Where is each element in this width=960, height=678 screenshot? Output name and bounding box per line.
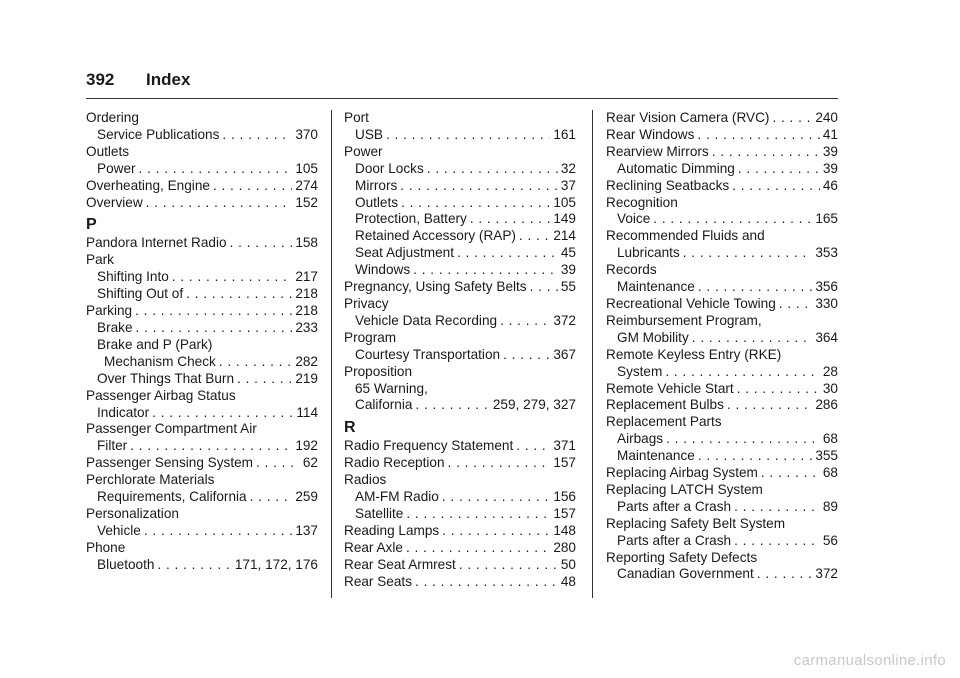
page-reference: 364 [815,329,838,345]
entry-text: Mechanism Check [104,353,216,369]
index-subentry [344,245,576,262]
entry-text: Retained Accessory (RAP) [355,228,516,244]
index-subentry [344,195,576,212]
index-subentry [86,320,318,337]
dot-leader [222,127,292,144]
page-reference: 62 [302,455,318,471]
dot-leader [734,499,820,516]
index-entry [344,330,576,347]
entry-text: Park [86,252,114,268]
dot-leader [470,211,550,228]
index-entry [606,296,838,313]
dot-leader [698,448,812,465]
dot-leader [761,465,820,482]
entry-text: Canadian Government [617,566,754,582]
dot-leader [519,228,550,245]
dot-leader [666,431,820,448]
index-subentry [606,245,838,262]
index-entry [344,540,576,557]
page-reference: 105 [295,160,318,176]
entry-text: Airbags [617,431,664,447]
page-reference: 39 [822,160,838,176]
watermark-text: carmanualsonline.info [793,652,946,669]
entry-text: Outlets [86,143,130,159]
index-entry [606,262,838,279]
page-reference: 240 [815,110,838,125]
entry-text: Pandora Internet Radio [86,235,227,251]
index-column-2 [344,110,576,590]
index-column-1 [86,110,318,574]
page-reference: 41 [822,126,838,142]
entry-text: Shifting Out of [97,286,184,302]
dot-leader [415,397,489,414]
dot-leader [406,506,550,523]
page-reference: 152 [295,194,318,210]
entry-text: Rear Windows [606,126,695,142]
entry-text: 65 Warning, [355,380,428,396]
index-subentry [86,438,318,455]
index-subentry [86,523,318,540]
entry-text: Phone [86,539,126,555]
page-reference: 55 [560,279,576,295]
page-reference: 218 [295,286,318,302]
page-header [86,70,838,99]
page-reference: 158 [295,235,318,251]
dot-leader [413,262,558,279]
dot-leader [152,405,293,422]
index-subentry [344,381,576,398]
page-reference: 217 [295,269,318,285]
index-entry [86,540,318,557]
dot-leader [530,279,558,296]
index-entry [86,421,318,438]
entry-text: Replacement Parts [606,414,722,430]
dot-leader [757,566,813,583]
page-reference: 28 [822,363,838,379]
index-entry [606,381,838,398]
index-entry [344,574,576,591]
dot-leader [442,523,550,540]
index-entry [606,127,838,144]
entry-text: Protection, Battery [355,211,467,227]
page-reference: 259, 279, 327 [492,397,576,413]
dot-leader [400,178,558,195]
page-reference: 68 [822,465,838,481]
page-reference: 45 [560,245,576,261]
entry-text: Rear Seat Armrest [344,556,456,572]
entry-text: Rearview Mirrors [606,143,709,159]
page-reference: 330 [815,295,838,311]
index-subentry [606,211,838,228]
index-entry [606,397,838,414]
entry-text: Indicator [97,404,150,420]
entry-text: Rear Vision Camera (RVC) [606,110,770,125]
entry-text: Passenger Sensing System [86,455,253,471]
index-entry [606,144,838,161]
index-entry [606,347,838,364]
index-column-3 [606,110,838,583]
entry-text: Pregnancy, Using Safety Belts [344,279,527,295]
entry-text: System [617,363,663,379]
dot-leader [692,330,813,347]
index-entry [606,195,838,212]
index-entry [86,195,318,212]
entry-text: Replacing Safety Belt System [606,515,786,531]
index-entry [344,455,576,472]
entry-text: Parking [86,303,133,319]
dot-leader [415,574,558,591]
entry-text: Courtesy Transportation [355,346,501,362]
entry-text: California [355,397,413,413]
index-entry [344,557,576,574]
dot-leader [500,313,550,330]
entry-text: Reclining Seatbacks [606,177,730,193]
index-subentry [606,364,838,381]
entry-text: Overview [86,194,143,210]
entry-text: Recommended Fluids and [606,228,765,244]
dot-leader [230,235,293,252]
page-reference: 355 [815,448,838,464]
index-subentry [344,127,576,144]
dot-leader [406,540,550,557]
entry-text: Maintenance [617,279,695,295]
entry-text: Power [344,143,383,159]
dot-leader [172,269,293,286]
dot-leader [442,489,550,506]
dot-leader [665,364,820,381]
page-reference: 219 [295,370,318,386]
dot-leader [459,557,558,574]
entry-text: Port [344,110,369,125]
index-subentry [86,489,318,506]
index-subentry [344,397,576,414]
entry-text: Replacing Airbag System [606,465,758,481]
index-entry [86,235,318,252]
entry-text: Lubricants [617,245,680,261]
entry-text: Bluetooth [97,556,155,572]
index-subentry [606,499,838,516]
page-reference: 356 [815,279,838,295]
page-reference: 50 [560,556,576,572]
index-subentry [606,279,838,296]
page-reference: 372 [815,566,838,582]
dot-leader [712,144,820,161]
entry-text: Seat Adjustment [355,245,454,261]
index-entry [344,523,576,540]
entry-text: Mirrors [355,177,398,193]
dot-leader [503,347,550,364]
index-subentry [86,557,318,574]
dot-leader [683,245,813,262]
index-entry [606,516,838,533]
page-reference: 89 [822,498,838,514]
index-subentry [344,262,576,279]
dot-leader [448,455,551,472]
index-subentry [344,506,576,523]
entry-text: Recognition [606,194,678,210]
index-subentry [86,127,318,144]
entry-text: Passenger Compartment Air [86,421,257,437]
index-entry [86,472,318,489]
index-subentry [344,313,576,330]
entry-text: Power [97,160,136,176]
entry-text: Recreational Vehicle Towing [606,295,776,311]
index-subentry [86,371,318,388]
entry-text: Perchlorate Materials [86,472,215,488]
section-letter: R [344,419,356,437]
entry-text: Vehicle [97,522,141,538]
index-subentry [86,161,318,178]
entry-text: Remote Keyless Entry (RKE) [606,346,782,362]
index-entry [86,252,318,269]
entry-text: Passenger Airbag Status [86,387,236,403]
page-title: Index [146,70,191,89]
entry-text: Brake and P (Park) [97,336,213,352]
page-reference: 156 [553,489,576,505]
dot-leader [401,195,550,212]
page-reference: 165 [815,211,838,227]
entry-text: Proposition [344,363,413,379]
page-reference: 68 [822,431,838,447]
page-reference: 282 [295,353,318,369]
page-reference: 353 [815,245,838,261]
page-reference: 39 [822,143,838,159]
entry-text: Records [606,262,657,278]
entry-text: Overheating, Engine [86,177,210,193]
index-subentry [606,161,838,178]
dot-leader [219,354,293,371]
index-subentry [606,448,838,465]
page-reference: 32 [560,160,576,176]
dot-leader [772,110,812,127]
dot-leader [737,381,820,398]
entry-text: GM Mobility [617,329,689,345]
index-entry [606,178,838,195]
entry-text: USB [355,126,383,142]
index-subentry [606,330,838,347]
entry-text: Radios [344,472,387,488]
dot-leader [146,195,293,212]
page-reference: 114 [296,404,318,420]
dot-leader [779,296,813,313]
page-reference: 280 [553,539,576,555]
index-entry [344,438,576,455]
entry-text: Ordering [86,110,139,125]
dot-leader [136,320,293,337]
section-letter: P [86,216,97,234]
index-entry [86,388,318,405]
page-reference: 37 [560,177,576,193]
index-subentry [344,228,576,245]
index-subentry [606,431,838,448]
index-subentry [344,489,576,506]
index-entry [606,465,838,482]
index-entry [606,550,838,567]
entry-text: AM-FM Radio [355,489,439,505]
dot-leader [250,489,293,506]
entry-text: Personalization [86,505,179,521]
entry-text: Requirements, California [97,489,247,505]
page-reference: 48 [560,573,576,589]
page-reference: 274 [295,177,318,193]
dot-leader [186,286,292,303]
page-reference: 148 [553,522,576,538]
entry-text: Remote Vehicle Start [606,380,734,396]
entry-text: Radio Reception [344,455,445,471]
dot-leader [698,279,812,296]
entry-text: Over Things That Burn [97,370,235,386]
dot-leader [157,557,231,574]
column-divider [331,110,332,598]
page-number: 392 [86,70,115,89]
page-reference: 233 [295,319,318,335]
entry-text: Maintenance [617,448,695,464]
index-entry [86,110,318,127]
page-reference: 192 [295,438,318,454]
entry-text: Replacing LATCH System [606,481,763,497]
index-entry [86,144,318,161]
page-reference: 39 [560,262,576,278]
dot-leader [135,303,292,320]
dot-leader [727,397,812,414]
index-entry [606,313,838,330]
index-subentry [606,566,838,583]
index-entry [606,110,838,127]
index-subentry [86,337,318,354]
page-reference: 286 [815,397,838,413]
dot-leader [256,455,300,472]
index-entry [344,279,576,296]
index-entry [606,228,838,245]
index-subentry [344,178,576,195]
entry-text: Outlets [355,194,399,210]
entry-text: Parts after a Crash [617,532,732,548]
index-subentry [344,347,576,364]
dot-leader [734,533,820,550]
dot-leader [130,438,292,455]
index-entry [86,303,318,320]
page-reference: 149 [553,211,576,227]
entry-text: Windows [355,262,411,278]
dot-leader [237,371,292,388]
page-reference: 137 [295,522,318,538]
page-reference: 105 [553,194,576,210]
dot-leader [457,245,558,262]
dot-leader [516,438,550,455]
entry-text: Parts after a Crash [617,498,732,514]
entry-text: Voice [617,211,651,227]
index-subentry [344,211,576,228]
entry-text: Brake [97,319,133,335]
page-reference: 370 [295,126,318,142]
index-entry [86,506,318,523]
dot-leader [653,211,812,228]
index-subentry [86,286,318,303]
entry-text: Privacy [344,295,389,311]
page-reference: 218 [295,303,318,319]
entry-text: Rear Seats [344,573,413,589]
index-entry [344,296,576,313]
entry-text: Reimbursement Program, [606,312,762,328]
index-entry [344,144,576,161]
entry-text: Radio Frequency Statement [344,438,514,454]
entry-text: Replacement Bulbs [606,397,724,413]
page-reference: 171, 172, 176 [234,556,318,572]
index-entry [344,472,576,489]
index-entry [606,414,838,431]
entry-text: Filter [97,438,128,454]
dot-leader [213,178,292,195]
entry-text: Program [344,329,397,345]
index-subentry [606,533,838,550]
index-subentry [86,405,318,422]
dot-leader [697,127,819,144]
page-reference: 30 [822,380,838,396]
index-subentry [86,269,318,286]
index-entry [86,178,318,195]
index-entry [86,455,318,472]
page-reference: 367 [553,346,576,362]
index-subentry [86,354,318,371]
entry-text: Rear Axle [344,539,403,555]
entry-text: Vehicle Data Recording [355,312,498,328]
dot-leader [427,161,558,178]
entry-text: Reporting Safety Defects [606,549,758,565]
index-entry [344,110,576,127]
entry-text: Service Publications [97,126,220,142]
entry-text: Door Locks [355,160,424,176]
index-subentry [344,161,576,178]
page-reference: 46 [822,177,838,193]
page-reference: 259 [295,489,318,505]
index-entry [606,482,838,499]
page-reference: 157 [553,455,576,471]
page-reference: 372 [553,312,576,328]
entry-text: Shifting Into [97,269,169,285]
entry-text: Satellite [355,505,404,521]
page-reference: 371 [553,438,576,454]
column-divider [592,110,593,598]
entry-text: Automatic Dimming [617,160,735,176]
index-entry [344,364,576,381]
dot-leader [732,178,820,195]
page-reference: 161 [553,126,576,142]
dot-leader [738,161,820,178]
dot-leader [139,161,293,178]
dot-leader [386,127,550,144]
dot-leader [144,523,292,540]
entry-text: Reading Lamps [344,522,440,538]
page-reference: 214 [553,228,576,244]
page-reference: 157 [553,505,576,521]
page-reference: 56 [822,532,838,548]
